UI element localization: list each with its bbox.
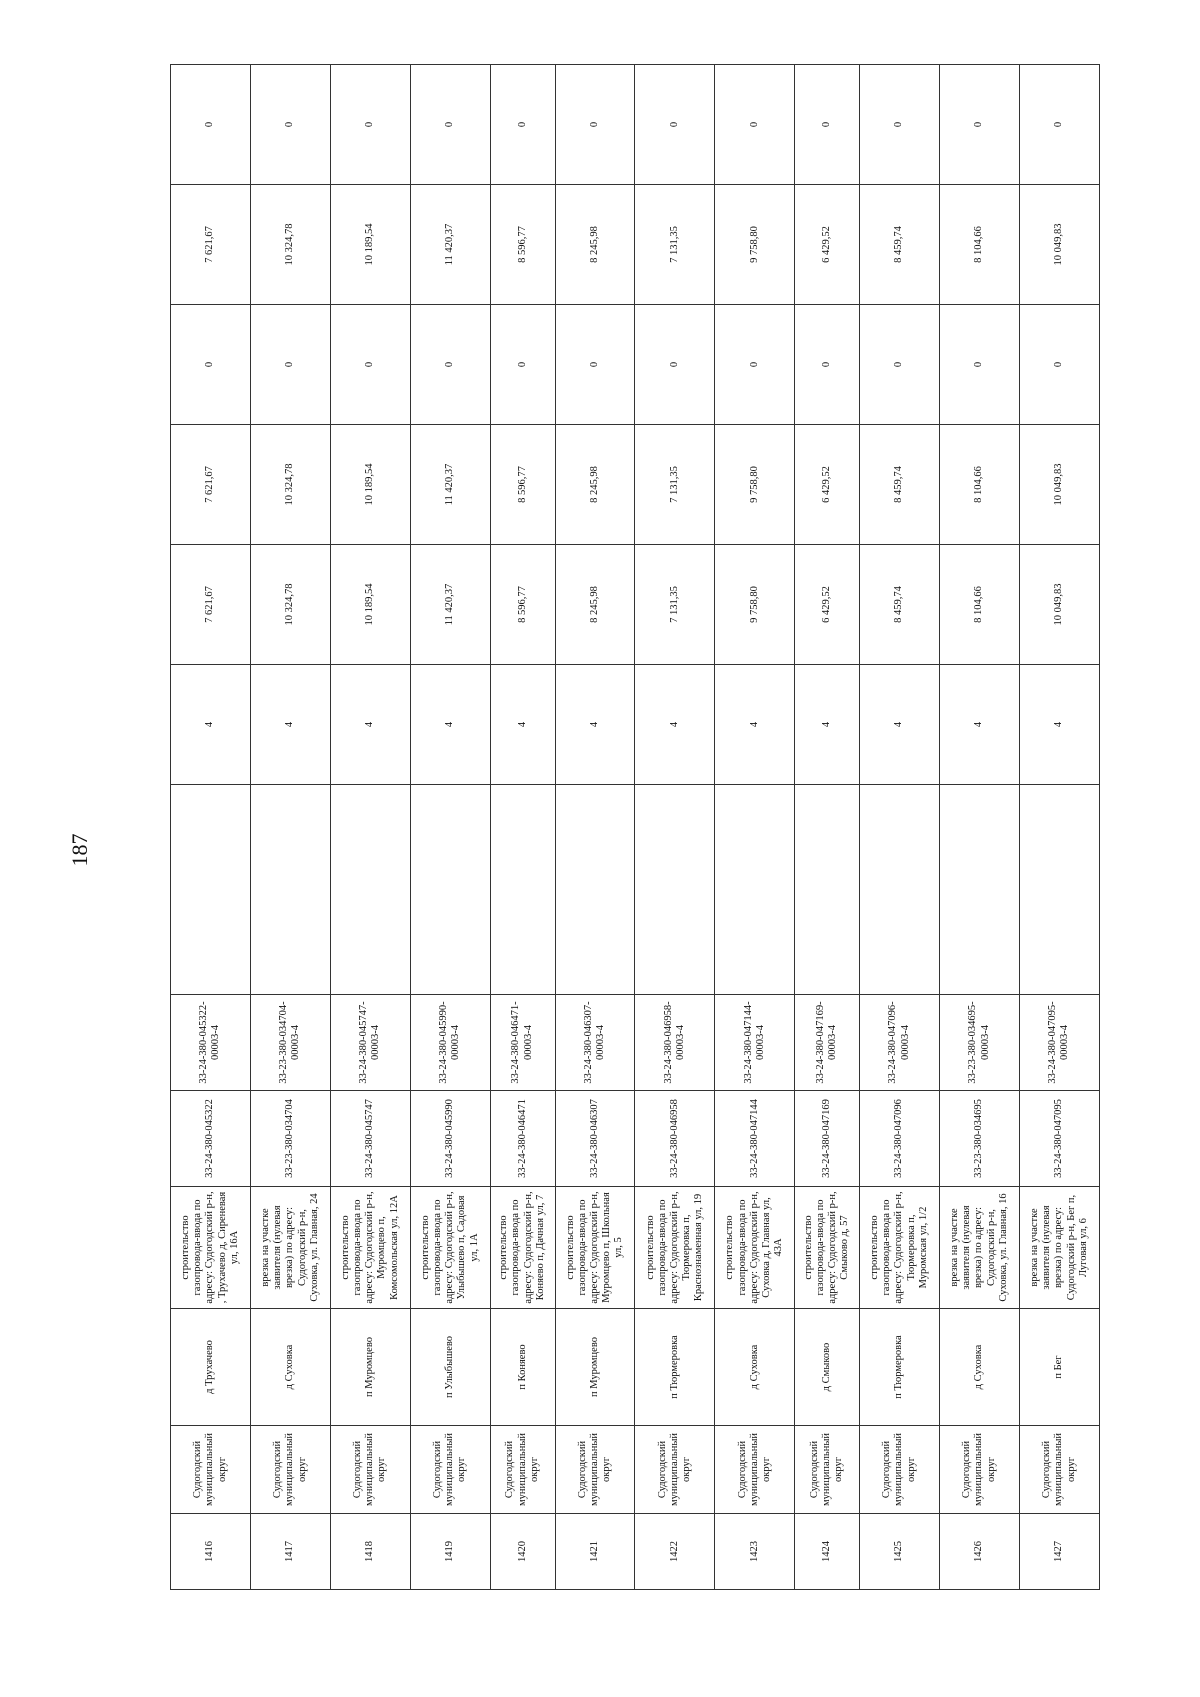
settlement-cell: п Муромцево <box>555 1309 635 1426</box>
value-col-3-cell: 0 <box>795 65 860 185</box>
cost-cell: 10 189,54 <box>330 545 410 665</box>
settlement-cell: п Бег <box>1019 1309 1099 1426</box>
registry-number-cell: 33-24-380-047169 <box>795 1091 860 1187</box>
object-number-cell: 33-24-380-047096-00003-4 <box>860 995 940 1091</box>
district-cell: Судогодский муниципальный округ <box>490 1426 555 1514</box>
settlement-cell: д Суховка <box>715 1309 795 1426</box>
sum-cell: 7 131,35 <box>635 425 715 545</box>
work-description-cell: строительство газопровода-ввода по адресу: Судогодский р-н, Тюрмеровка п, Краснознаменная ул, 19 <box>635 1187 715 1309</box>
row-number-cell: 1425 <box>860 1514 940 1590</box>
table-row <box>715 65 795 1590</box>
registry-number-cell: 33-24-380-045990 <box>410 1091 490 1187</box>
sum-cell: 6 429,52 <box>795 425 860 545</box>
cost-cell: 8 459,74 <box>860 545 940 665</box>
value-col-2-cell: 8 459,74 <box>860 185 940 305</box>
cost-cell: 8 596,77 <box>490 545 555 665</box>
registry-number-cell: 33-24-380-045322 <box>171 1091 251 1187</box>
object-number-cell: 33-24-380-046307-00003-4 <box>555 995 635 1091</box>
rotated-table-container <box>170 65 1100 1590</box>
table-row <box>250 65 330 1590</box>
category-cell: 4 <box>860 665 940 785</box>
empty-cell <box>250 785 330 995</box>
value-col-3-cell: 0 <box>860 65 940 185</box>
value-col-1-cell: 0 <box>1019 305 1099 425</box>
empty-cell <box>635 785 715 995</box>
work-description-cell: строительство газопровода-ввода по адресу: Судогодский р-н, , Трухачево д, Сиреневая ул, 16А <box>171 1187 251 1309</box>
settlement-cell: п Коняево <box>490 1309 555 1426</box>
value-col-1-cell: 0 <box>860 305 940 425</box>
work-description-cell: строительство газопровода-ввода по адресу: Судогодский р-н, Муромцево п, Школьная ул, 5 <box>555 1187 635 1309</box>
empty-cell <box>490 785 555 995</box>
sum-cell: 11 420,37 <box>410 425 490 545</box>
category-cell: 4 <box>940 665 1020 785</box>
settlement-cell: д Трухачево <box>171 1309 251 1426</box>
value-col-3-cell: 0 <box>171 65 251 185</box>
settlement-cell: д Суховка <box>940 1309 1020 1426</box>
object-number-cell: 33-24-380-045990-00003-4 <box>410 995 490 1091</box>
object-number-cell: 33-24-380-047169-00003-4 <box>795 995 860 1091</box>
category-cell: 4 <box>795 665 860 785</box>
registry-number-cell: 33-24-380-047095 <box>1019 1091 1099 1187</box>
work-description-cell: строительство газопровода-ввода по адресу: Судогодский р-н, Улыбышево п, Садовая ул, 1А <box>410 1187 490 1309</box>
row-number-cell: 1421 <box>555 1514 635 1590</box>
category-cell: 4 <box>1019 665 1099 785</box>
cost-cell: 10 324,78 <box>250 545 330 665</box>
category-cell: 4 <box>490 665 555 785</box>
empty-cell <box>1019 785 1099 995</box>
sum-cell: 7 621,67 <box>171 425 251 545</box>
district-cell: Судогодский муниципальный округ <box>715 1426 795 1514</box>
district-cell: Судогодский муниципальный округ <box>635 1426 715 1514</box>
row-number-cell: 1419 <box>410 1514 490 1590</box>
district-cell: Судогодский муниципальный округ <box>555 1426 635 1514</box>
value-col-3-cell: 0 <box>490 65 555 185</box>
settlement-cell: д Суховка <box>250 1309 330 1426</box>
row-number-cell: 1417 <box>250 1514 330 1590</box>
value-col-1-cell: 0 <box>171 305 251 425</box>
cost-cell: 11 420,37 <box>410 545 490 665</box>
table-body <box>171 65 1100 1590</box>
value-col-1-cell: 0 <box>330 305 410 425</box>
empty-cell <box>171 785 251 995</box>
category-cell: 4 <box>250 665 330 785</box>
object-number-cell: 33-24-380-045322-00003-4 <box>171 995 251 1091</box>
object-number-cell: 33-24-380-047144-00003-4 <box>715 995 795 1091</box>
value-col-2-cell: 6 429,52 <box>795 185 860 305</box>
sum-cell: 10 324,78 <box>250 425 330 545</box>
settlement-cell: п Тюрмеровка <box>860 1309 940 1426</box>
district-cell: Судогодский муниципальный округ <box>171 1426 251 1514</box>
row-number-cell: 1426 <box>940 1514 1020 1590</box>
row-number-cell: 1418 <box>330 1514 410 1590</box>
work-description-cell: строительство газопровода-ввода по адресу: Судогодский р-н, Смыково д, 57 <box>795 1187 860 1309</box>
value-col-3-cell: 0 <box>715 65 795 185</box>
value-col-2-cell: 8 104,66 <box>940 185 1020 305</box>
object-number-cell: 33-24-380-047095-00003-4 <box>1019 995 1099 1091</box>
district-cell: Судогодский муниципальный округ <box>1019 1426 1099 1514</box>
value-col-3-cell: 0 <box>1019 65 1099 185</box>
table-row <box>940 65 1020 1590</box>
value-col-1-cell: 0 <box>250 305 330 425</box>
empty-cell <box>795 785 860 995</box>
empty-cell <box>410 785 490 995</box>
sum-cell: 10 049,83 <box>1019 425 1099 545</box>
row-number-cell: 1420 <box>490 1514 555 1590</box>
table-row <box>555 65 635 1590</box>
table-row <box>410 65 490 1590</box>
table-row <box>795 65 860 1590</box>
registry-number-cell: 33-24-380-046958 <box>635 1091 715 1187</box>
work-description-cell: строительство газопровода-ввода по адресу: Судогодский р-н, Коняево п, Дачная ул, 7 <box>490 1187 555 1309</box>
table-row <box>635 65 715 1590</box>
registry-number-cell: 33-24-380-047144 <box>715 1091 795 1187</box>
empty-cell <box>555 785 635 995</box>
category-cell: 4 <box>330 665 410 785</box>
sum-cell: 8 459,74 <box>860 425 940 545</box>
value-col-2-cell: 7 621,67 <box>171 185 251 305</box>
category-cell: 4 <box>555 665 635 785</box>
sum-cell: 8 104,66 <box>940 425 1020 545</box>
value-col-3-cell: 0 <box>940 65 1020 185</box>
table-row <box>490 65 555 1590</box>
sum-cell: 10 189,54 <box>330 425 410 545</box>
table-row <box>171 65 251 1590</box>
page-number: 187 <box>67 833 92 867</box>
cost-cell: 8 245,98 <box>555 545 635 665</box>
value-col-2-cell: 8 596,77 <box>490 185 555 305</box>
registry-number-cell: 33-24-380-047096 <box>860 1091 940 1187</box>
settlement-cell: п Муромцево <box>330 1309 410 1426</box>
value-col-1-cell: 0 <box>940 305 1020 425</box>
cost-cell: 8 104,66 <box>940 545 1020 665</box>
work-description-cell: врезка на участке заявителя (нулевая врезка) по адресу: Судогодский р-н, Бег п, Луговая ул, 6 <box>1019 1187 1099 1309</box>
district-cell: Судогодский муниципальный округ <box>330 1426 410 1514</box>
sum-cell: 8 596,77 <box>490 425 555 545</box>
object-number-cell: 33-23-380-034695-00003-4 <box>940 995 1020 1091</box>
value-col-2-cell: 8 245,98 <box>555 185 635 305</box>
value-col-1-cell: 0 <box>715 305 795 425</box>
table-row <box>1019 65 1099 1590</box>
table-row <box>330 65 410 1590</box>
object-number-cell: 33-24-380-045747-00003-4 <box>330 995 410 1091</box>
empty-cell <box>940 785 1020 995</box>
row-number-cell: 1424 <box>795 1514 860 1590</box>
object-number-cell: 33-24-380-046958-00003-4 <box>635 995 715 1091</box>
row-number-cell: 1423 <box>715 1514 795 1590</box>
value-col-1-cell: 0 <box>490 305 555 425</box>
value-col-2-cell: 10 049,83 <box>1019 185 1099 305</box>
row-number-cell: 1427 <box>1019 1514 1099 1590</box>
work-description-cell: врезка на участке заявителя (нулевая врезка) по адресу: Судогодский р-н, Суховка, ул. Главная, 16 <box>940 1187 1020 1309</box>
cost-cell: 10 049,83 <box>1019 545 1099 665</box>
empty-cell <box>330 785 410 995</box>
registry-number-cell: 33-24-380-045747 <box>330 1091 410 1187</box>
district-cell: Судогодский муниципальный округ <box>940 1426 1020 1514</box>
district-cell: Судогодский муниципальный округ <box>410 1426 490 1514</box>
cost-cell: 7 621,67 <box>171 545 251 665</box>
work-description-cell: строительство газопровода-ввода по адресу: Судогодский р-н, Тюрмеровка п, Муромская ул, 1/2 <box>860 1187 940 1309</box>
registry-number-cell: 33-23-380-034704 <box>250 1091 330 1187</box>
work-description-cell: строительство газопровода-ввода по адресу: Судогодский р-н, Суховка д, Главная ул, 43А <box>715 1187 795 1309</box>
district-cell: Судогодский муниципальный округ <box>250 1426 330 1514</box>
sum-cell: 8 245,98 <box>555 425 635 545</box>
settlement-cell: п Тюрмеровка <box>635 1309 715 1426</box>
sum-cell: 9 758,80 <box>715 425 795 545</box>
value-col-2-cell: 9 758,80 <box>715 185 795 305</box>
register-table <box>170 64 1100 1590</box>
value-col-2-cell: 11 420,37 <box>410 185 490 305</box>
settlement-cell: п Улыбышево <box>410 1309 490 1426</box>
district-cell: Судогодский муниципальный округ <box>860 1426 940 1514</box>
value-col-3-cell: 0 <box>330 65 410 185</box>
value-col-3-cell: 0 <box>410 65 490 185</box>
row-number-cell: 1416 <box>171 1514 251 1590</box>
category-cell: 4 <box>715 665 795 785</box>
value-col-1-cell: 0 <box>555 305 635 425</box>
value-col-3-cell: 0 <box>555 65 635 185</box>
work-description-cell: врезка на участке заявителя (нулевая врезка) по адресу: Судогодский р-н, Суховка, ул. Главная, 24 <box>250 1187 330 1309</box>
cost-cell: 7 131,35 <box>635 545 715 665</box>
value-col-2-cell: 7 131,35 <box>635 185 715 305</box>
value-col-1-cell: 0 <box>635 305 715 425</box>
empty-cell <box>860 785 940 995</box>
cost-cell: 6 429,52 <box>795 545 860 665</box>
value-col-2-cell: 10 189,54 <box>330 185 410 305</box>
work-description-cell: строительство газопровода-ввода по адресу: Судогодский р-н, Муромцево п, Комсомольская ул, 12А <box>330 1187 410 1309</box>
value-col-3-cell: 0 <box>635 65 715 185</box>
registry-number-cell: 33-24-380-046307 <box>555 1091 635 1187</box>
value-col-2-cell: 10 324,78 <box>250 185 330 305</box>
district-cell: Судогодский муниципальный округ <box>795 1426 860 1514</box>
registry-number-cell: 33-23-380-034695 <box>940 1091 1020 1187</box>
value-col-1-cell: 0 <box>410 305 490 425</box>
cost-cell: 9 758,80 <box>715 545 795 665</box>
object-number-cell: 33-24-380-046471-00003-4 <box>490 995 555 1091</box>
empty-cell <box>715 785 795 995</box>
registry-number-cell: 33-24-380-046471 <box>490 1091 555 1187</box>
value-col-3-cell: 0 <box>250 65 330 185</box>
category-cell: 4 <box>171 665 251 785</box>
object-number-cell: 33-23-380-034704-00003-4 <box>250 995 330 1091</box>
category-cell: 4 <box>410 665 490 785</box>
row-number-cell: 1422 <box>635 1514 715 1590</box>
value-col-1-cell: 0 <box>795 305 860 425</box>
category-cell: 4 <box>635 665 715 785</box>
table-row <box>860 65 940 1590</box>
settlement-cell: д Смыково <box>795 1309 860 1426</box>
